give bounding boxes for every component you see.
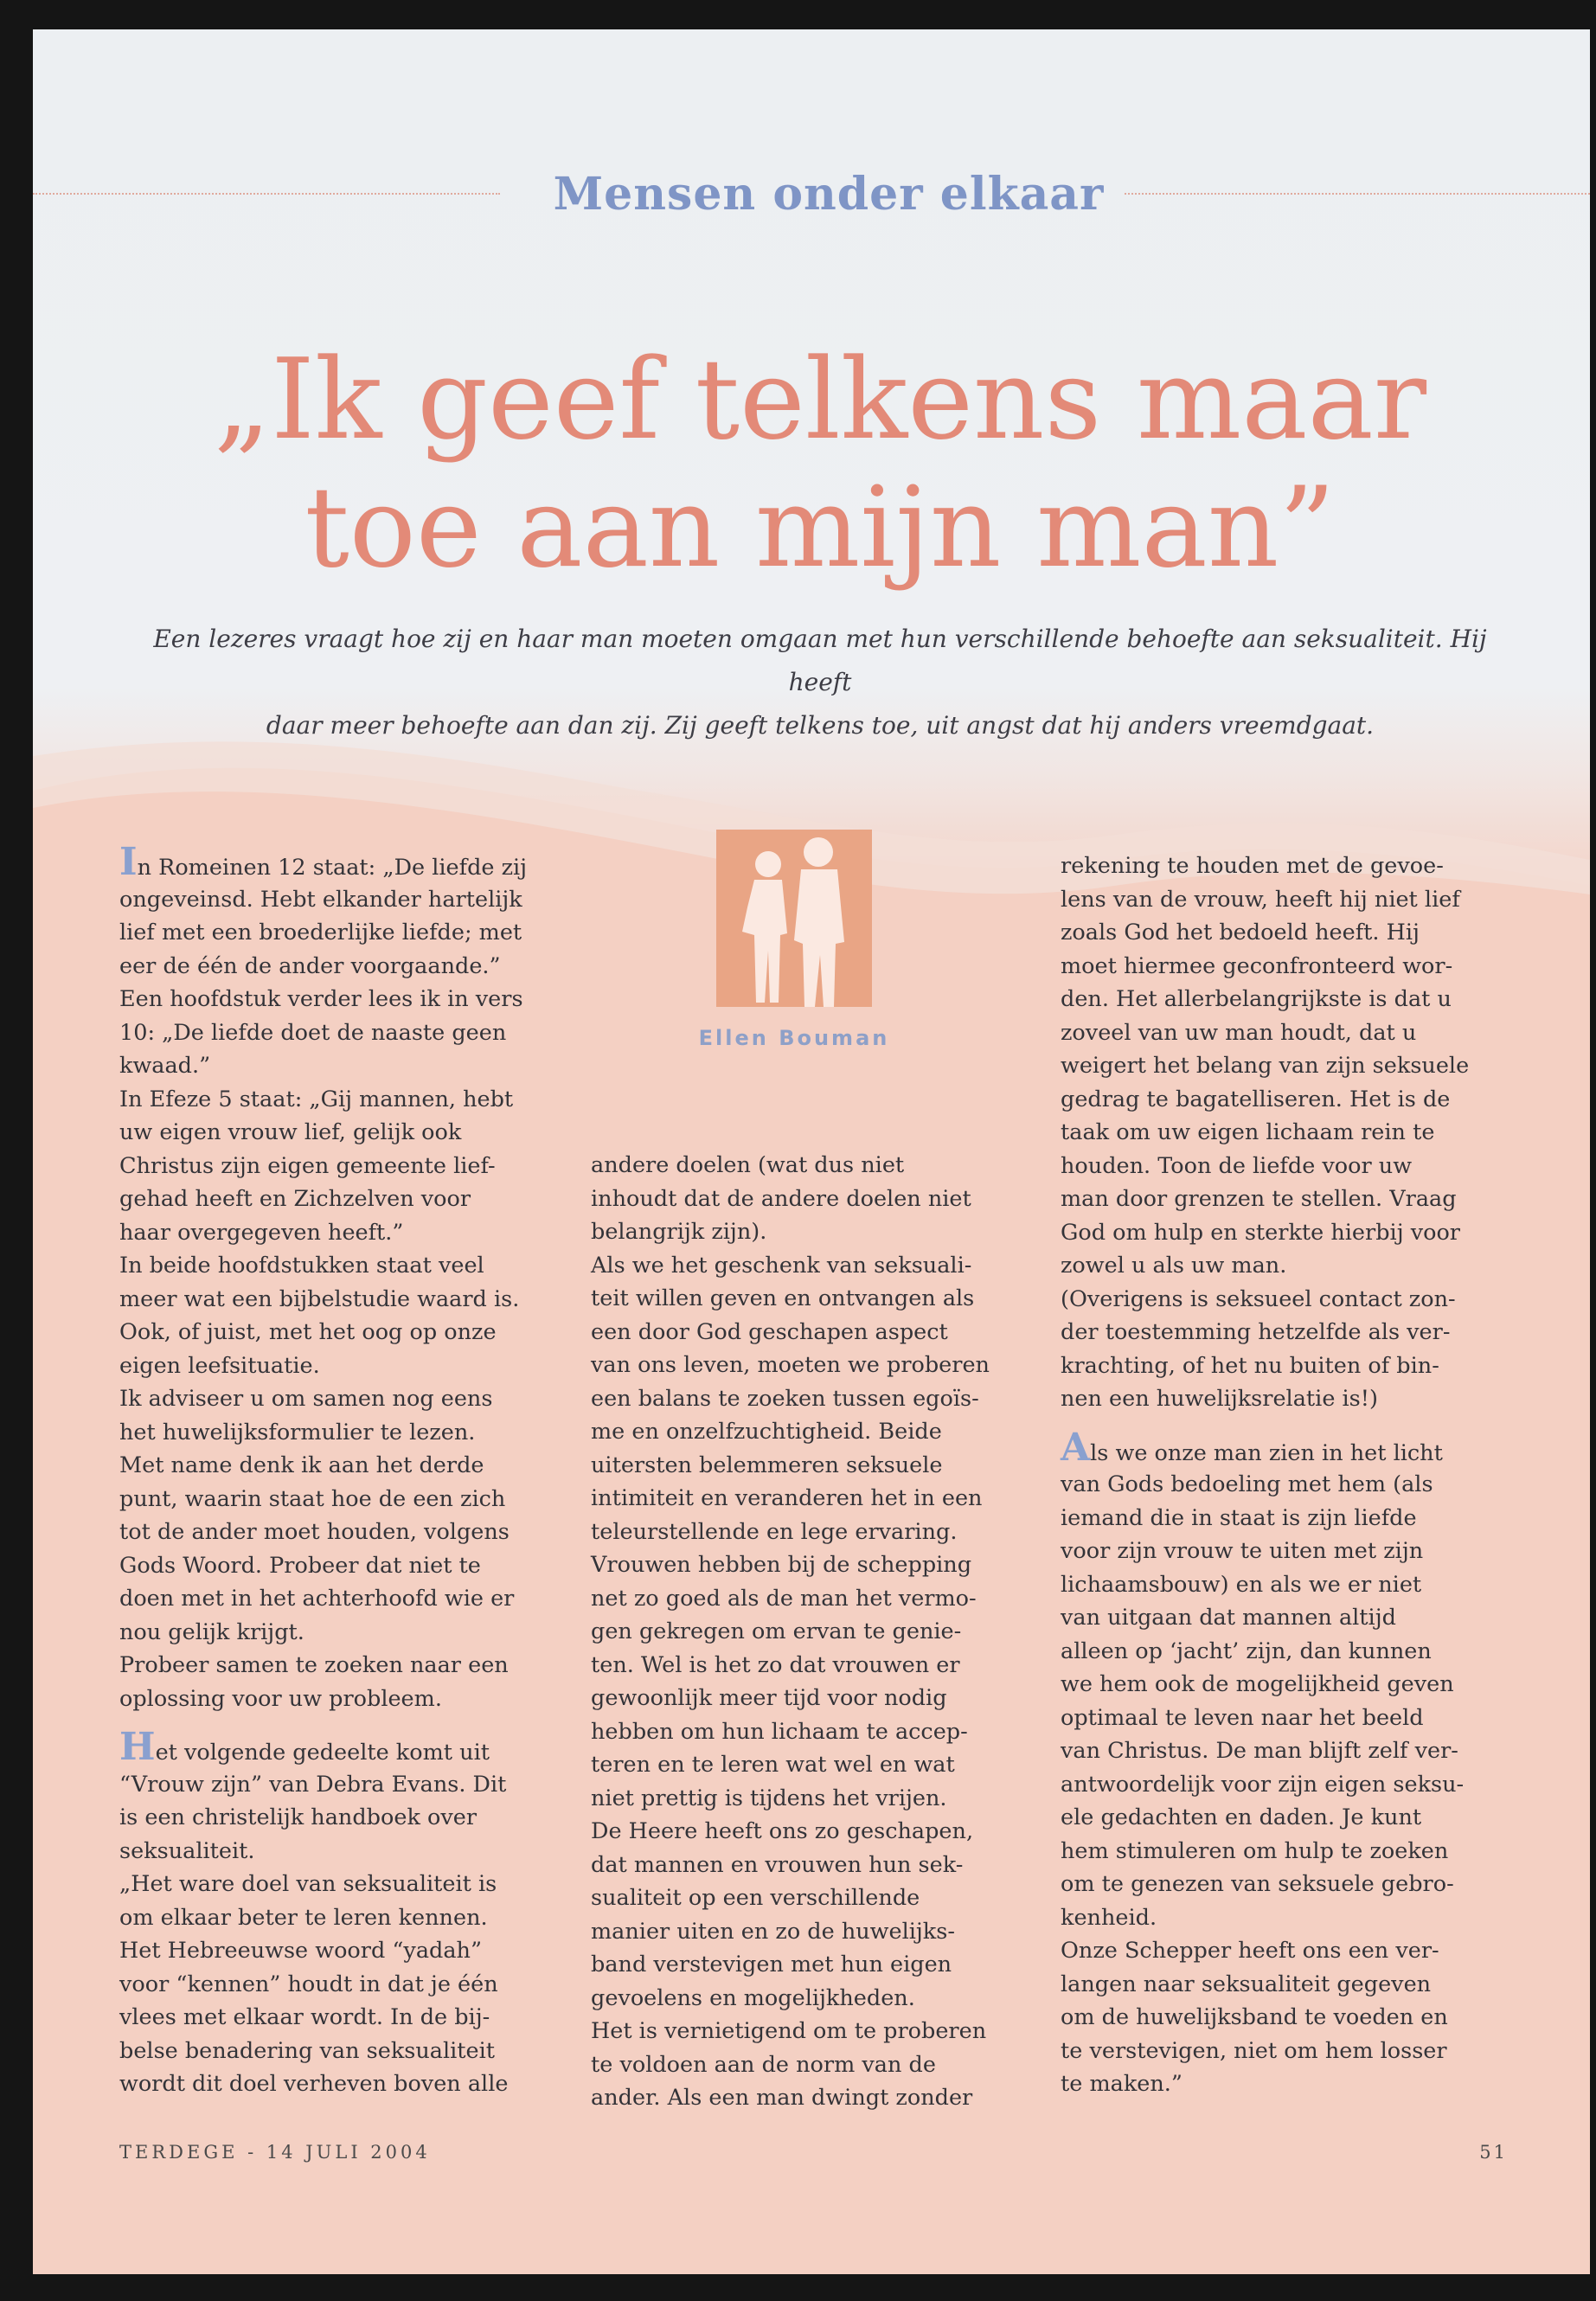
text-line: het huwelijksformulier te lezen. <box>119 1419 476 1445</box>
text-line: band verstevigen met hun eigen <box>591 1952 952 1977</box>
text-line: God om hulp en sterkte hierbij voor <box>1061 1219 1461 1246</box>
text-line: punt, waarin staat hoe de een zich <box>119 1485 506 1512</box>
text-line: manier uiten en zo de huwelijks- <box>591 1918 955 1945</box>
text-line: om te genezen van seksuele gebro- <box>1061 1871 1454 1897</box>
text-line: ten. Wel is het zo dat vrouwen er <box>591 1651 960 1678</box>
text-line: den. Het allerbelangrijkste is dat u <box>1061 986 1452 1012</box>
drop-cap: I <box>119 840 138 884</box>
text-line: wordt dit doel verheven boven alle <box>119 2071 509 2097</box>
text-line: net zo goed als de man het vermo- <box>591 1585 977 1612</box>
author-photo <box>716 830 872 1007</box>
text-line: „Het ware doel van seksualiteit is <box>119 1871 497 1897</box>
text-line: lichaamsbouw) en als we er niet <box>1061 1571 1422 1598</box>
text-line: Het is vernietigend om te proberen <box>591 2018 987 2044</box>
text-line: 10: „De liefde doet de naaste geen <box>119 1019 507 1046</box>
text-line: me en onzelfzuchtigheid. Beide <box>591 1419 942 1445</box>
paragraph-gap <box>119 1715 578 1734</box>
section-title: Mensen onder elkaar <box>553 168 1105 221</box>
text-line: Een hoofdstuk verder lees ik in vers <box>119 986 523 1012</box>
text-line: eer de één de ander voorgaande.” <box>119 952 501 979</box>
text-line: houden. Toon de liefde voor uw <box>1061 1152 1413 1179</box>
text-line: Christus zijn eigen gemeente lief- <box>119 1152 496 1179</box>
text-line: is een christelijk handboek over <box>119 1804 478 1830</box>
text-line: zoals God het bedoeld heeft. Hij <box>1061 920 1420 945</box>
text-line: Met name denk ik aan het derde <box>119 1452 484 1478</box>
text-line: voor zijn vrouw te uiten met zijn <box>1061 1538 1424 1564</box>
text-line: De Heere heeft ons zo geschapen, <box>591 1818 974 1844</box>
text-line: Vrouwen hebben bij de schepping <box>591 1552 972 1578</box>
text-line: weigert het belang van zijn seksuele <box>1061 1053 1470 1079</box>
text-line: kenheid. <box>1061 1904 1157 1931</box>
text-line: alleen op ‘jacht’ zijn, dan kunnen <box>1061 1638 1432 1664</box>
headline <box>137 336 1503 593</box>
text-line: der toestemming hetzelfde als ver- <box>1061 1319 1451 1345</box>
author-name: Ellen Bouman <box>698 1026 890 1050</box>
text-line: we hem ook de mogelijkheid geven <box>1061 1671 1454 1697</box>
text-line: sualiteit op een verschillende <box>591 1885 920 1911</box>
text-line: gevoelens en mogelijkheden. <box>591 1984 915 2011</box>
text-line: teren en te leren wat wel en wat <box>591 1752 955 1778</box>
text-line: gewoonlijk meer tijd voor nodig <box>591 1685 947 1711</box>
text-line: gen gekregen om ervan te genie- <box>591 1618 962 1644</box>
intro-text <box>119 618 1521 747</box>
text-line: nou gelijk krijgt. <box>119 1618 304 1645</box>
text-line: van uitgaan dat mannen altijd <box>1061 1605 1396 1631</box>
text-line: voor “kennen” houdt in dat je één <box>119 1971 498 1997</box>
text-line: krachting, of het nu buiten of bin- <box>1061 1352 1439 1379</box>
text-line: n Romeinen 12 staat: „De liefde zij <box>137 855 528 881</box>
text-line: een balans te zoeken tussen egoïs- <box>591 1385 979 1412</box>
text-line: Als we het geschenk van seksuali- <box>591 1252 972 1279</box>
text-line: uw eigen vrouw lief, gelijk ook <box>119 1119 462 1145</box>
text-line: een door God geschapen aspect <box>591 1318 948 1345</box>
text-line: “Vrouw zijn” van Debra Evans. Dit <box>119 1771 507 1798</box>
drop-cap: A <box>1061 1425 1091 1470</box>
text-line: om elkaar beter te leren kennen. <box>119 1904 488 1931</box>
drop-cap: H <box>119 1725 156 1769</box>
text-line: (Overigens is seksueel contact zon- <box>1061 1285 1456 1312</box>
text-line: ele gedachten en daden. Je kunt <box>1061 1804 1422 1830</box>
text-line: langen naar seksualiteit gegeven <box>1061 1971 1432 1997</box>
magazine-page <box>33 29 1590 2274</box>
text-line: moet hiermee geconfronteerd wor- <box>1061 952 1453 979</box>
text-line: van Gods bedoeling met hem (als <box>1061 1471 1433 1497</box>
text-line: zowel u als uw man. <box>1061 1253 1287 1279</box>
paragraph-first-line <box>119 840 578 884</box>
text-line: Ook, of juist, met het oog op onze <box>119 1319 497 1345</box>
text-line: andere doelen (wat dus niet <box>591 1152 905 1178</box>
text-line: hebben om hun lichaam te accep- <box>591 1718 968 1745</box>
column-right <box>1061 849 1528 2101</box>
text-line: tot de ander moet houden, volgens <box>119 1519 510 1545</box>
footer-publication: TERDEGE - 14 JULI 2004 <box>119 2142 431 2163</box>
text-line: nen een huwelijksrelatie is!) <box>1061 1386 1378 1412</box>
text-line: van ons leven, moeten we proberen <box>591 1352 990 1378</box>
text-line: zoveel van uw man houdt, dat u <box>1061 1019 1417 1046</box>
text-line: te voldoen aan de norm van de <box>591 2051 936 2078</box>
page-number: 51 <box>1479 2142 1508 2163</box>
text-line: optimaal te leven naar het beeld <box>1061 1704 1424 1731</box>
text-line: rekening te houden met de gevoe- <box>1061 853 1444 879</box>
text-line: om de huwelijksband te voeden en <box>1061 2004 1448 2030</box>
text-line: gehad heeft en Zichzelven voor <box>119 1186 471 1212</box>
text-line: intimiteit en veranderen het in een <box>591 1485 983 1511</box>
text-line: Gods Woord. Probeer dat niet te <box>119 1552 481 1579</box>
text-line: van Christus. De man blijft zelf ver- <box>1061 1738 1458 1764</box>
text-line: seksualiteit. <box>119 1837 255 1864</box>
paragraph-first-line <box>119 1725 578 1769</box>
text-line: taak om uw eigen lichaam rein te <box>1061 1119 1435 1145</box>
text-line: Het Hebreeuwse woord “yadah” <box>119 1938 483 1964</box>
text-line: ander. Als een man dwingt zonder <box>591 2085 973 2111</box>
text-line: belse benadering van seksualiteit <box>119 2037 496 2064</box>
text-line: kwaad.” <box>119 1053 211 1079</box>
text-line: ls we onze man zien in het licht <box>1090 1439 1443 1466</box>
text-line: oplossing voor uw probleem. <box>119 1685 442 1712</box>
text-line: belangrijk zijn). <box>591 1219 767 1245</box>
text-line: Onze Schepper heeft ons een ver- <box>1061 1938 1439 1964</box>
text-line: meer wat een bijbelstudie waard is. <box>119 1285 520 1312</box>
text-line: antwoordelijk voor zijn eigen seksu- <box>1061 1771 1465 1798</box>
text-line: te verstevigen, niet om hem losser <box>1061 2037 1447 2064</box>
text-line: iemand die in staat is zijn liefde <box>1061 1504 1417 1531</box>
text-line: In beide hoofdstukken staat veel <box>119 1253 484 1279</box>
text-line: eigen leefsituatie. <box>119 1352 320 1379</box>
text-line: doen met in het achterhoofd wie er <box>119 1586 515 1612</box>
text-line: Ik adviseer u om samen nog eens <box>119 1386 493 1412</box>
text-line: teit willen geven en ontvangen als <box>591 1285 975 1311</box>
paragraph-gap <box>1061 1416 1528 1435</box>
text-line: haar overgegeven heeft.” <box>119 1219 404 1246</box>
text-line: ongeveinsd. Hebt elkander hartelijk <box>119 886 522 913</box>
text-line: hem stimuleren om hulp te zoeken <box>1061 1837 1449 1864</box>
text-line: Probeer samen te zoeken naar een <box>119 1652 509 1678</box>
text-line: gedrag te bagatelliseren. Het is de <box>1061 1086 1451 1112</box>
text-line: uitersten belemmeren seksuele <box>591 1452 943 1478</box>
text-line: man door grenzen te stellen. Vraag <box>1061 1186 1457 1212</box>
column-middle <box>591 1149 1041 2115</box>
text-line: In Efeze 5 staat: „Gij mannen, hebt <box>119 1086 514 1112</box>
column-left <box>119 840 578 2101</box>
text-line: niet prettig is tijdens het vrijen. <box>591 1785 947 1811</box>
text-line: lief met een broederlijke liefde; met <box>119 920 522 945</box>
text-line: dat mannen en vrouwen hun sek- <box>591 1851 964 1878</box>
text-line: te maken.” <box>1061 2071 1183 2097</box>
headline-line-2: toe aan mijn man” <box>304 464 1336 593</box>
two-figures-icon <box>716 830 872 1007</box>
headline-line-1: „Ik geef telkens maar <box>213 336 1427 465</box>
intro-line-1: Een lezeres vraagt hoe zij en haar man moeten omgaan met hun verschillende behoefte aan seksualiteit. Hij heeft <box>153 625 1487 696</box>
text-line: teleurstellende en lege ervaring. <box>591 1518 958 1545</box>
title-rule-right <box>1125 193 1590 195</box>
text-line: lens van de vrouw, heeft hij niet lief <box>1061 886 1460 913</box>
title-rule-left <box>33 193 500 195</box>
intro-line-2: daar meer behoefte aan dan zij. Zij geeft telkens toe, uit angst dat hij anders vreemdgaat. <box>266 711 1375 740</box>
text-line: et volgende gedeelte komt uit <box>155 1740 490 1766</box>
text-line: vlees met elkaar wordt. In de bij- <box>119 2004 490 2030</box>
paragraph-first-line <box>1061 1425 1528 1470</box>
text-line: inhoudt dat de andere doelen niet <box>591 1185 971 1212</box>
